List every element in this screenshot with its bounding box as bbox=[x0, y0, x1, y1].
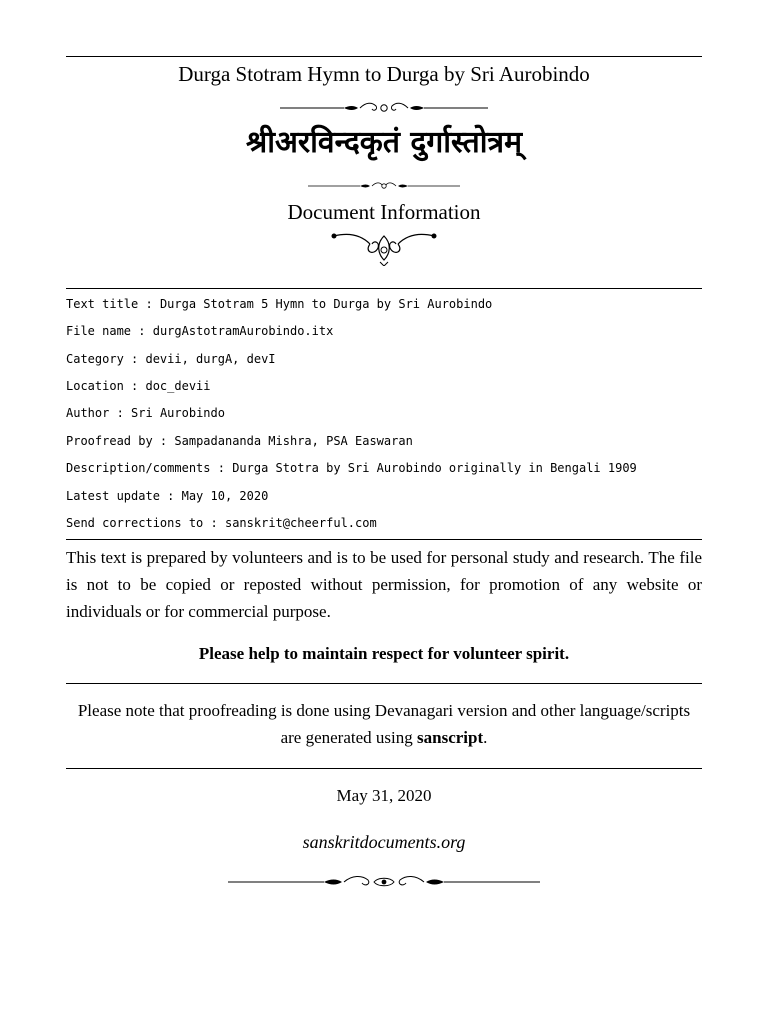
info-description: Description/comments : Durga Stotra by Sri Aurobindo originally in Bengali 1909 bbox=[66, 461, 637, 475]
info-top-rule bbox=[66, 288, 702, 289]
section-title: Document Information bbox=[287, 200, 481, 224]
respect-notice: Please help to maintain respect for volunteer spirit. bbox=[198, 644, 570, 663]
info-bottom-rule bbox=[66, 539, 702, 540]
top-rule bbox=[66, 56, 702, 57]
proofread-note-line2: are generated using sanscript. bbox=[280, 728, 488, 747]
info-text-title: Text title : Durga Stotram 5 Hymn to Durga by Sri Aurobindo bbox=[66, 297, 493, 311]
proof-bottom-rule bbox=[66, 768, 702, 769]
flourish-divider-icon bbox=[280, 100, 488, 116]
sanskrit-title: श्रीअरविन्दकृतं दुर्गास्तोत्रम् bbox=[245, 125, 523, 160]
scroll-ornament-icon bbox=[330, 226, 438, 266]
bottom-flourish-divider-icon bbox=[228, 873, 540, 891]
document-date: May 31, 2020 bbox=[336, 786, 432, 805]
info-category: Category : devii, durgA, devI bbox=[66, 352, 276, 366]
document-title: Durga Stotram Hymn to Durga by Sri Aurobindo bbox=[178, 62, 590, 86]
sanscript-label: sanscript bbox=[417, 728, 484, 747]
usage-notice: This text is prepared by volunteers and is to be used for personal study and research. The file is not to be copied or reposted without permission, for promotion of any website or individuals or for commercial purpose. bbox=[66, 548, 702, 621]
small-flourish-divider-icon bbox=[308, 180, 460, 192]
proofread-note-line1: Please note that proofreading is done using Devanagari version and other language/scripts bbox=[77, 701, 691, 720]
info-location: Location : doc_devii bbox=[66, 379, 211, 393]
info-proofread-by: Proofread by : Sampadananda Mishra, PSA Easwaran bbox=[66, 434, 413, 448]
info-send-corrections: Send corrections to : sanskrit@cheerful.com bbox=[66, 516, 377, 530]
info-author: Author : Sri Aurobindo bbox=[66, 406, 225, 420]
info-latest-update: Latest update : May 10, 2020 bbox=[66, 489, 269, 503]
site-name: sanskritdocuments.org bbox=[302, 832, 466, 852]
notice-rule bbox=[66, 683, 702, 684]
info-file-name: File name : durgAstotramAurobindo.itx bbox=[66, 324, 334, 338]
